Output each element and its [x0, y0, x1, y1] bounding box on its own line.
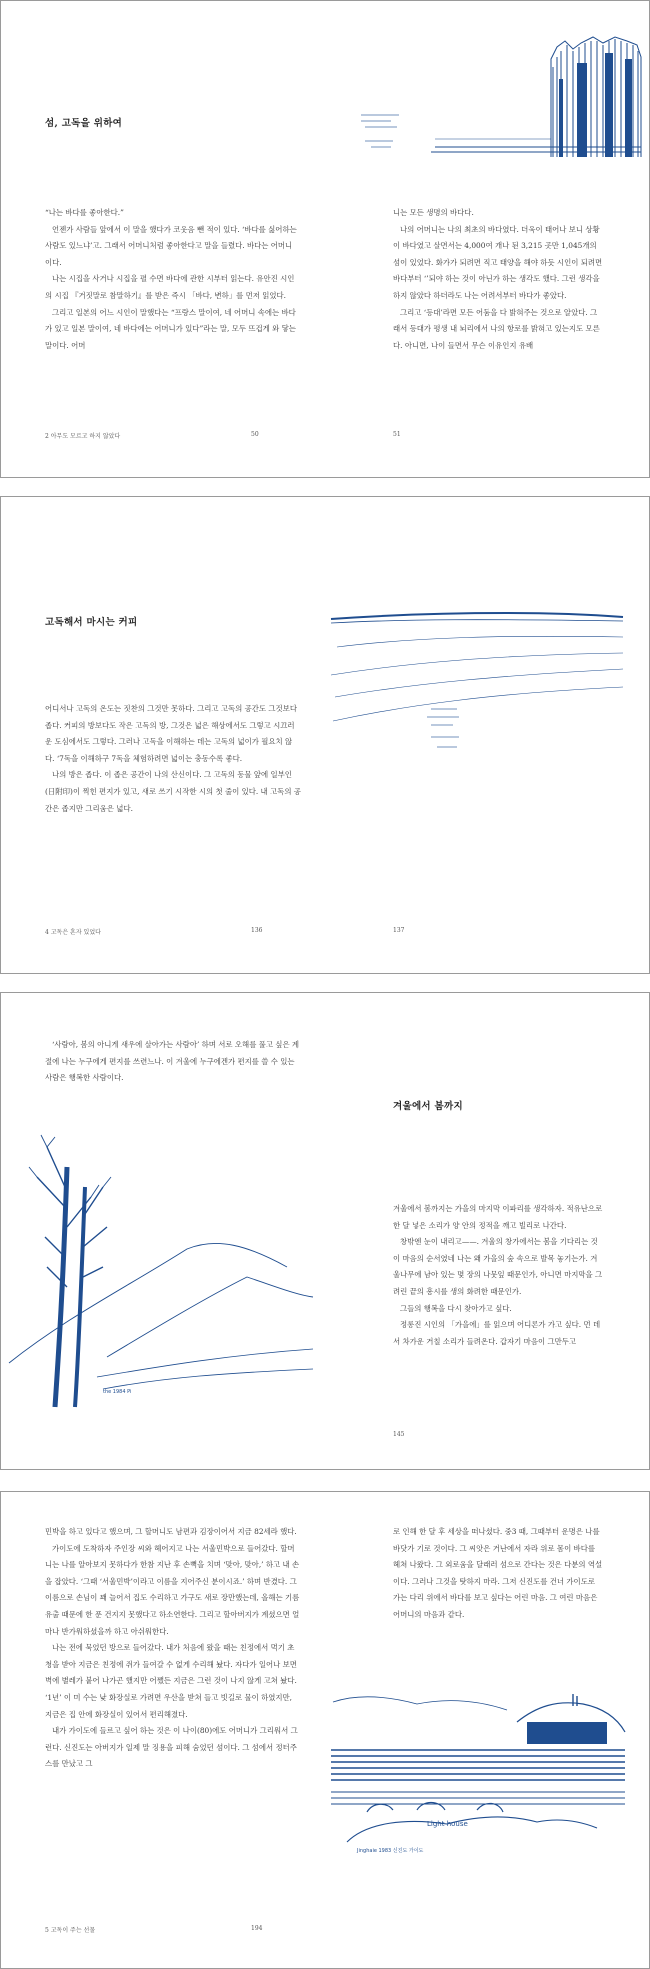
lighthouse-sketch	[327, 1692, 627, 1862]
paragraph: 그리고 ‘등대’라면 모든 어둠을 다 밝혀주는 것으로 알았다. 그래서 등대가 평생 내 뇌리에서 나의 항로를 밝혀고 있는지도 모른다. 아니면, 나이 들면서 무슨 이유인지 유배	[393, 307, 600, 350]
paragraph: ‘사람아, 봄의 아니게 새우에 살아가는 사람아’ 하며 서로 오해를 풀고 싶은 계절에 나는 누구에게 편지를 쓰련느나. 이 겨울에 누구에겐가 편지를 쓸 수 있는 사람은 행복한 사람이다.	[45, 1040, 300, 1083]
paragraph: 창밖엔 눈이 내리고——. 겨울의 창가에서는 봄을 기다리는 것이 마음의 순서였네 나는 왜 가을의 숲 속으로 발목 놓기는가. 겨울나무에 남아 있는 몇 장의 나뭇잎 때문인가, 아니면 마지막을 그려린 끝의 흥시를 생의 화려한 때문인가.	[393, 1237, 603, 1296]
left-page-text	[45, 1037, 301, 1087]
left-page-text	[45, 1524, 301, 1773]
paragraph: 언젠가 사람들 앞에서 이 말을 했다가 코웃음 뺀 적이 있다. ‘바다를 싫어하는 사람도 있느냐’고. 그래서 어머니처럼 좋아한다고 말을 들렸다. 바다는 어머니이다.	[45, 224, 297, 267]
spread-page-194-195	[0, 1491, 650, 1969]
sketch-note: the 1984 Pi	[103, 1389, 132, 1395]
right-page-text	[393, 1201, 603, 1350]
chapter-title: 섬, 고독을 위하여	[45, 118, 123, 129]
paragraph: 그들의 행복을 다시 찾아가고 싶다.	[400, 1303, 512, 1313]
paragraph: 겨울에서 봄까지는 가을의 마지막 이파리를 생각하자. 적유난으로 한 달 넣은 소리가 양 안의 정적을 깨고 빌리로 나간다.	[393, 1204, 603, 1230]
spread-page-136-137	[0, 496, 650, 974]
page-number-left: 136	[251, 927, 263, 934]
page-number-right: 145	[393, 1431, 405, 1438]
paragraph: 나의 방은 좁다. 이 좁은 공간이 나의 산신이다. 그 고독의 동물 앞에 일부인(日附印)이 찍힌 편지가 있고, 새로 쓰기 시작한 시의 첫 줄이 있다. 내 고독의 공간은 좁지만 그리움은 넓다.	[45, 770, 301, 813]
page-number-left: 50	[251, 431, 259, 438]
sketch-label: Light house	[427, 1820, 468, 1828]
left-page-text	[45, 205, 299, 354]
sketch-note	[341, 103, 342, 104]
right-page-text	[393, 205, 603, 354]
paragraph: 로 인해 한 달 후 세상을 떠나셨다. 중3 때, 그때부터 운명은 나를 바닷가 기로 것이다. 그 씨앗은 거난에서 자라 위로 몸이 바다를 헤쳐 나왔다. 그 외로움을 달래러 섬으로 간다는 것은 다분의 역설이다. 그러나 그것을 탓하지 마라. 그저 신진도를 건너 가이도로 가는 다리 위에서 바다를 보고 싶다는 어린 마음. 그 여린 마음은 어머니의 마음과 같다.	[393, 1527, 603, 1619]
left-page-text	[45, 701, 301, 817]
paragraph: 어디서나 고독의 온도는 짓찬의 그것만 못하다. 그리고 고독의 공간도 그것보다 좁다. 커피의 방보다도 작은 고독의 방, 그것은 넓은 해상에서도 그렇고 시끄러운 도심에서도 그렇다. 그러나 고독을 이해하는 데는 고독의 넓이가 필요치 않다. ‘7독을 이해하구 7독을 체험하려면 넓이는 충동수록 좋다.	[45, 704, 297, 763]
paragraph: 나는 시집을 사거나 시집을 펼 수면 바다에 관한 시부터 읽는다. 유안진 시인의 시집 『거짓말로 참말하기』를 받은 즉시 「바다, 변하」를 먼저 읽었다.	[45, 274, 295, 300]
paragraph: 내가 가이도에 들르고 싶어 하는 것은 이 나이(80)에도 어머니가 그리워서 그런다. 신진도는 아버지가 일제 말 징용을 피해 숨었던 섬이다. 그 섬에서 정터주스를 만났고 그	[45, 1726, 298, 1769]
page-number-right: 51	[393, 431, 401, 438]
sketch-note	[327, 597, 328, 598]
paragraph: 정롱진 시인의 「가을에」를 읽으며 어디론가 가고 싶다. 먼 데서 차가운 거칠 소리가 들려온다. 갑자기 마음이 그만두고	[393, 1320, 601, 1346]
chapter-title: 겨울에서 봄까지	[393, 1101, 463, 1112]
paragraph: 민박을 하고 있다고 했으며, 그 할머니도 남편과 김장이어서 지금 82세라 했다.	[45, 1527, 297, 1536]
paragraph: 그리고 일본의 어느 시인이 말했다는 “프랑스 말이여, 네 어머니 속에는 바다가 있고 일본 말이여, 네 바다에는 어머니가 있다”라는 말, 모두 뜨겁게 와 닿는 말이다. 어머	[45, 307, 296, 350]
right-page-text	[393, 1524, 603, 1624]
running-footer: 5 고독이 주는 선물	[45, 1927, 96, 1934]
paragraph: “나는 바다를 좋아한다.”	[45, 208, 124, 217]
spread-page-50-51	[0, 0, 650, 478]
paragraph: 가이도에 도착하자 주인장 씨와 헤어지고 나는 서울민박으로 들어갔다. 할머니는 나를 알아보지 못하다가 한참 지난 후 손뼉을 치며 ‘맞아, 맞아,’ 하고 내 손을 잡았다. ‘그때 ‘서울민박’이라고 이름을 지어주신 분이시죠.’ 하며 반겼다. 그 이름으로 손님이 꽤 늘어서 집도 수리하고 가구도 새로 장만했는데, 올해는 기름 유출 때문에 한 푼 건지지 못했다고 하소연한다. 그리고 할아버지가 계셨으면 얼마나 반가워하셨을까 하고 아쉬워한다.	[45, 1543, 300, 1636]
spread-page-144-145	[0, 992, 650, 1470]
running-footer: 2 아무도 모르고 하지 않았다	[45, 433, 121, 440]
paragraph: 나는 전에 묵었던 방으로 들어갔다. 내가 처음에 왔을 때는 친정에서 먹기 초청을 받아 지금은 친정에 쥐가 들여갈 수 없게 수리해 놨다. 자다가 일어나 보면 벽에 별레가 붙어 나가곤 했지만 어쨌든 지금은 그런 것이 나지 않게 고쳐 놨다. ‘1년’ 이 미 수는 낮 화장실로 가려면 우산을 받쳐 들고 빗길로 물이 하였지만, 지금은 집 안에 화장실이 있어서 편리해졌다.	[45, 1643, 297, 1719]
page-number-left: 194	[251, 1925, 263, 1932]
chapter-title: 고독해서 마시는 커피	[45, 617, 138, 628]
paragraph: 니는 모든 생명의 바다다.	[393, 208, 474, 217]
page-number-right: 137	[393, 927, 405, 934]
paragraph: 나의 어머니는 나의 최초의 바다였다. 더욱이 태어나 보니 상황이 바다였고 살면서는 4,000여 개나 된 3,215 곳만 1,045개의 섬이 있었다. 화가가 되려면 직고 태양을 해야 하듯 시인이 되려면 바다부터 ‘’되야 하는 것이 아닌가 하는 생각도 했다. 그런 생각을 하지 않았다 하더라도 나는 어려서부터 바다가 좋았다.	[393, 224, 603, 300]
sketch-note: Jinghaie 1983 신진도 가이도	[357, 1848, 424, 1854]
beach-sketch	[327, 597, 627, 767]
cliff-sketch	[341, 7, 646, 165]
running-footer: 4 고독은 혼자 있었다	[45, 929, 101, 936]
tree-landscape-sketch	[7, 1127, 317, 1427]
